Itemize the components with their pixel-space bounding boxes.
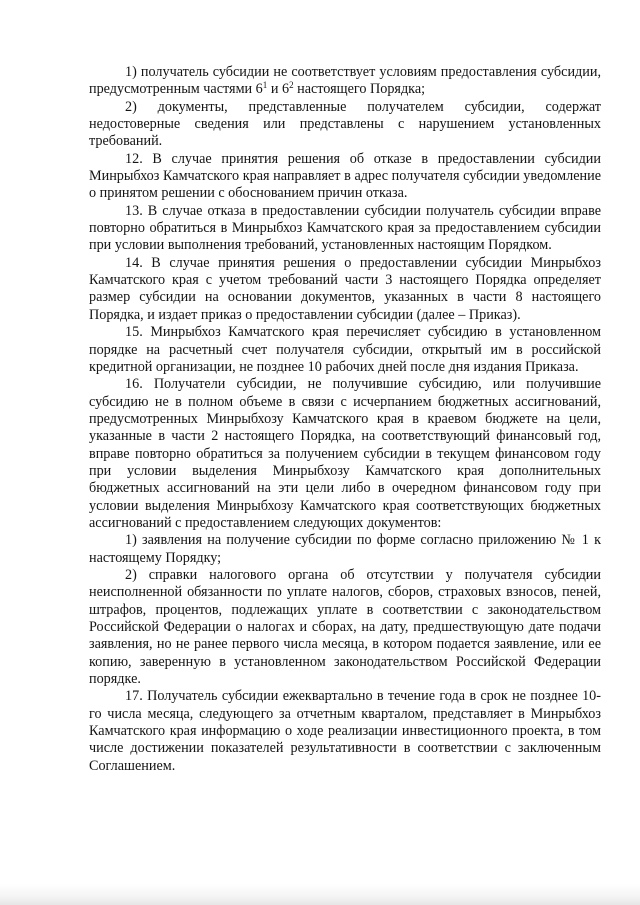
document-page bbox=[89, 64, 601, 775]
paragraph-subitem-2: 2) документы, представленные получателем субсидии, содержат недостоверные сведения или представлены с нарушением установленных требований. bbox=[89, 98, 601, 150]
paragraph-section-12: 12. В случае принятия решения об отказе в предоставлении субсидии Минрыбхоз Камчатского края направляет в адрес получателя субсидии уведомление о принятом решении с обоснованием причин отказа. bbox=[89, 150, 601, 202]
paragraph-section-16-item-1: 1) заявления на получение субсидии по форме согласно приложению № 1 к настоящему Порядку; bbox=[89, 532, 601, 566]
superscript-2: 2 bbox=[289, 80, 294, 91]
paragraph-section-17: 17. Получатель субсидии ежеквартально в течение года в срок не позднее 10-го числа месяца, следующего за отчетным кварталом, представляет в Минрыбхоз Камчатского края информацию о ходе реализации инвестиционного проекта, в том числе достижении показателей результативности в соответствии с заключенным Соглашением. bbox=[89, 688, 601, 774]
paragraph-section-14: 14. В случае принятия решения о предоставлении субсидии Минрыбхоз Камчатского края с учетом требований части 3 настоящего Порядка определяет размер субсидии на основании документов, указанных в части 8 настоящего Порядка, и издает приказ о предоставлении субсидии (далее – Приказ). bbox=[89, 254, 601, 323]
paragraph-subitem-1: 1) получатель субсидии не соответствует условиям предоставления субсидии, предусмотренным частями $6^1$ и $6^2$ настоящего Порядка; bbox=[89, 64, 601, 98]
paragraph-section-16-item-2: 2) справки налогового органа об отсутствии у получателя субсидии неисполненной обязанности по уплате налогов, сборов, страховых взносов, пеней, штрафов, процентов, подлежащих уплате в соответствии с законодательством Российской Федерации о налогах и сборах, на дату, предшествующую дате подачи заявления, но не ранее первого числа месяца, в котором подается заявление, или ее копию, заверенную в установленном законодательством Российской Федерации порядке. bbox=[89, 566, 601, 688]
superscript-1: 1 bbox=[262, 80, 268, 91]
paragraph-section-13: 13. В случае отказа в предоставлении субсидии получатель субсидии вправе повторно обратиться в Минрыбхоз Камчатского края за предоставлением субсидии при условии выполнения требований, установленных настоящим Порядком. bbox=[89, 202, 601, 254]
paragraph-section-16: 16. Получатели субсидии, не получившие субсидию, или получившие субсидию не в полном объеме в связи с исчерпанием бюджетных ассигнований, предусмотренных Минрыбхозу Камчатского края в краевом бюджете на цели, указанные в части 2 настоящего Порядка, на соответствующий финансовый год, вправе повторно обратиться за получением субсидии в текущем финансовом году при условии выделения Минрыбхозу Камчатского края дополнительных бюджетных ассигнований на эти цели либо в очередном финансовом году при условии выделения Минрыбхозу Камчатского края соответствующих бюджетных ассигнований с предоставлением следующих документов: bbox=[89, 376, 601, 531]
paragraph-section-15: 15. Минрыбхоз Камчатского края перечисляет субсидию в установленном порядке на расчетный счет получателя субсидии, открытый им в российской кредитной организации, не позднее 10 рабочих дней после дня издания Приказа. bbox=[89, 324, 601, 375]
scan-bottom-edge bbox=[0, 884, 640, 905]
